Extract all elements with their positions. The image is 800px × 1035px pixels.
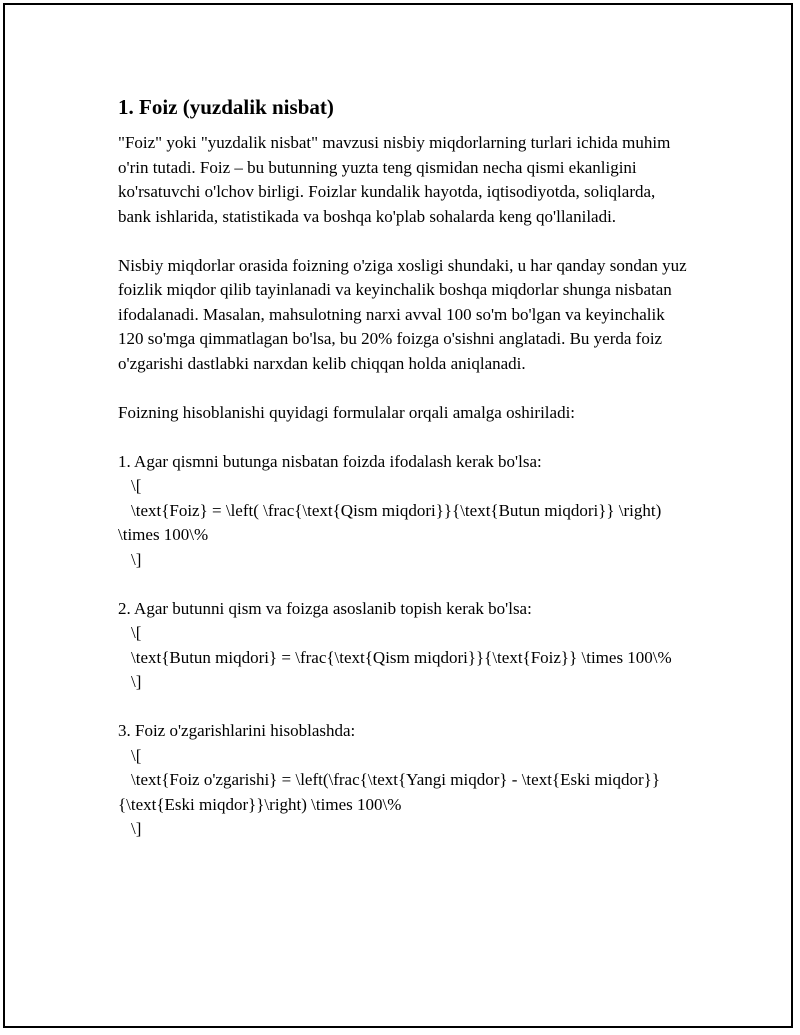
- formula-expression: \text{Foiz o'zgarishi} = \left(\frac{\text{Yangi miqdor} - \text{Eski miqdor}}{\text{Eski miqdor}}\right) \times 100\%: [118, 770, 660, 814]
- document-body: [118, 93, 688, 866]
- formula-title: 3. Foiz o'zgarishlarini hisoblashda:: [118, 721, 356, 740]
- explanation-paragraph: Nisbiy miqdorlar orasida foizning o'ziga xosligi shundaki, u har qanday sondan yuz foizlik miqdor qilib tayinlanadi va keyinchalik boshqa miqdorlar shunga nisbatan ifodalanadi. Masalan, mahsulotning narxi avval 100 so'm bo'lgan va keyinchalik 120 so'mga qimmatlagan bo'lsa, bu 20% foizga o'sishni anglatadi. Bu yerda foiz o'zgarishi dastlabki narxdan kelib chiqqan holda aniqlanadi.: [118, 255, 687, 373]
- formula-title: 1. Agar qismni butunga nisbatan foizda ifodalash kerak bo'lsa:: [118, 451, 542, 471]
- formula-close-delimiter: \]: [131, 549, 142, 569]
- formula-block-3: [118, 719, 688, 842]
- formulas-intro-paragraph: Foizning hisoblanishi quyidagi formulalar orqali amalga oshiriladi:: [118, 402, 576, 422]
- formula-title: 2. Agar butunni qism va foizga asoslanib topish kerak bo'lsa:: [118, 598, 532, 618]
- formula-open-delimiter: \[: [131, 476, 142, 495]
- intro-paragraph: "Foiz" yoki "yuzdalik nisbat" mavzusi nisbiy miqdorlarning turlari ichida muhim o'rin tutadi. Foiz – bu butunning yuzta teng qismidan necha qismi ekanligini ko'rsatuvchi o'lchov birligi. Foizlar kundalik hayotda, iqtisodiyotda, soliqlarda, bank ishlarida, statistikada va boshqa ko'plab sohalarda keng qo'llaniladi.: [118, 133, 671, 226]
- section-heading: 1. Foiz (yuzdalik nisbat): [118, 95, 334, 119]
- formula-open-delimiter: \[: [131, 623, 142, 642]
- formula-expression: \text{Foiz} = \left( \frac{\text{Qism miqdori}}{\text{Butun miqdori}} \right) \times 100\%: [118, 500, 662, 544]
- formula-close-delimiter: \]: [131, 672, 142, 691]
- formula-close-delimiter: \]: [131, 819, 142, 838]
- formula-block-2: [118, 597, 688, 695]
- formula-block-1: [118, 450, 688, 573]
- formula-open-delimiter: \[: [131, 745, 142, 765]
- formula-expression: \text{Butun miqdori} = \frac{\text{Qism miqdori}}{\text{Foiz}} \times 100\%: [131, 647, 672, 667]
